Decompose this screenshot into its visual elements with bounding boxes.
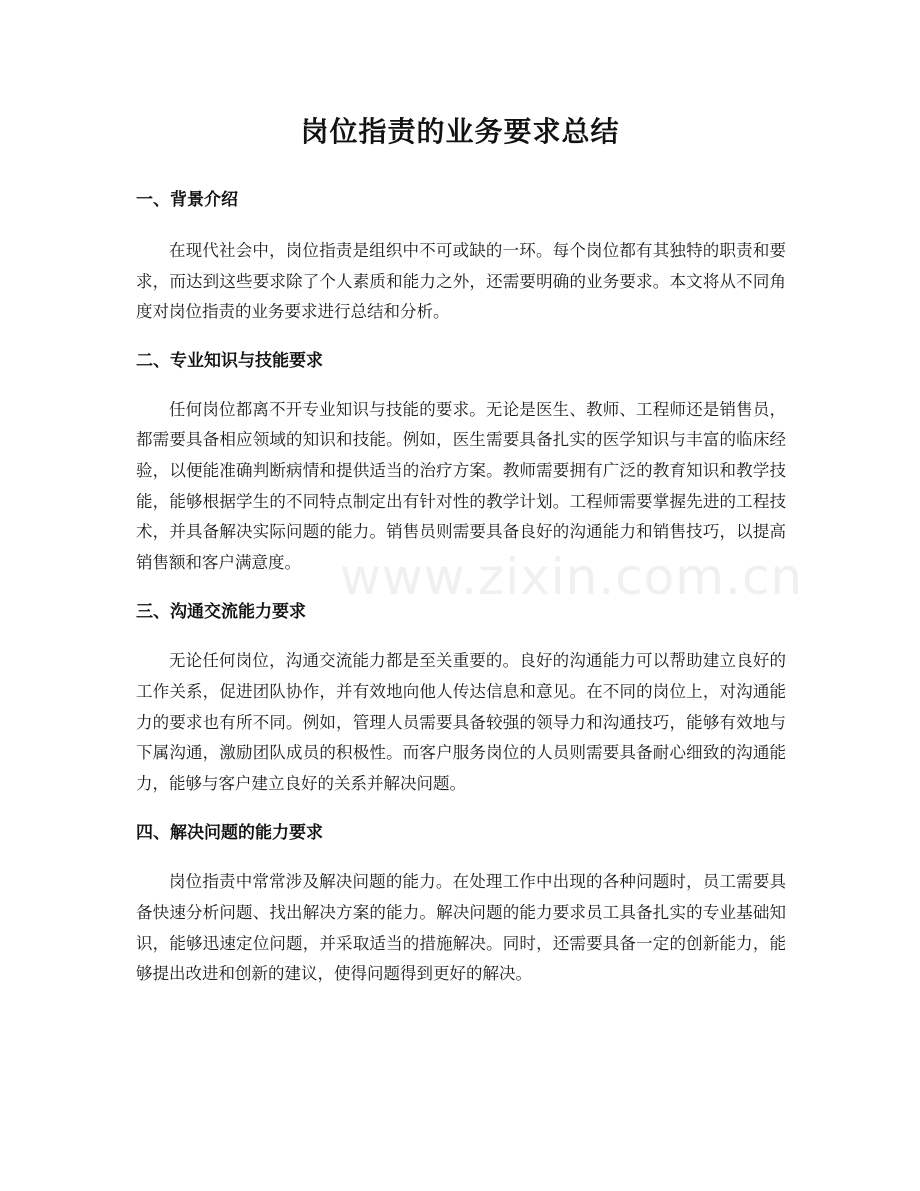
section-paragraph-background: 在现代社会中，岗位指责是组织中不可或缺的一环。每个岗位都有其独特的职责和要求，而达到这些要求除了个人素质和能力之外，还需要明确的业务要求。本文将从不同角度对岗位指责的业务要求进行总结和分析。 [136,241,786,322]
document-body [136,182,786,990]
section-heading-professional-skills: 二、专业知识与技能要求 [136,350,323,371]
section-paragraph-professional-skills: 任何岗位都离不开专业知识与技能的要求。无论是医生、教师、工程师还是销售员，都需要具备相应领域的知识和技能。例如，医生需要具备扎实的医学知识与丰富的临床经验，以便能准确判断病情和提供适当的治疗方案。教师需要拥有广泛的教育知识和教学技能，能够根据学生的不同特点制定出有针对性的教学计划。工程师需要掌握先进的工程技术，并具备解决实际问题的能力。销售员则需要具备良好的沟通能力和销售技巧，以提高销售额和客户满意度。 [136,399,786,572]
section-heading-communication: 三、沟通交流能力要求 [136,602,306,623]
section-heading-background: 一、背景介绍 [136,190,238,210]
document-title: 岗位指责的业务要求总结 [300,115,620,148]
section-paragraph-communication: 无论任何岗位，沟通交流能力都是至关重要的。良好的沟通能力可以帮助建立良好的工作关系，促进团队协作，并有效地向他人传达信息和意见。在不同的岗位上，对沟通能力的要求也有所不同。例如，管理人员需要具备较强的领导力和沟通技巧，能够有效地与下属沟通，激励团队成员的积极性。而客户服务岗位的人员则需要具备耐心细致的沟通能力，能够与客户建立良好的关系并解决问题。 [136,651,786,793]
section-heading-problem-solving: 四、解决问题的能力要求 [136,823,323,844]
watermark: www.zixin.com.cn [340,548,804,606]
section-paragraph-problem-solving: 岗位指责中常常涉及解决问题的能力。在处理工作中出现的各种问题时，员工需要具备快速分析问题、找出解决方案的能力。解决问题的能力要求员工具备扎实的专业基础知识，能够迅速定位问题，并采取适当的措施解决。同时，还需要具备一定的创新能力，能够提出改进和创新的建议，使得问题得到更好的解决。 [136,872,786,984]
